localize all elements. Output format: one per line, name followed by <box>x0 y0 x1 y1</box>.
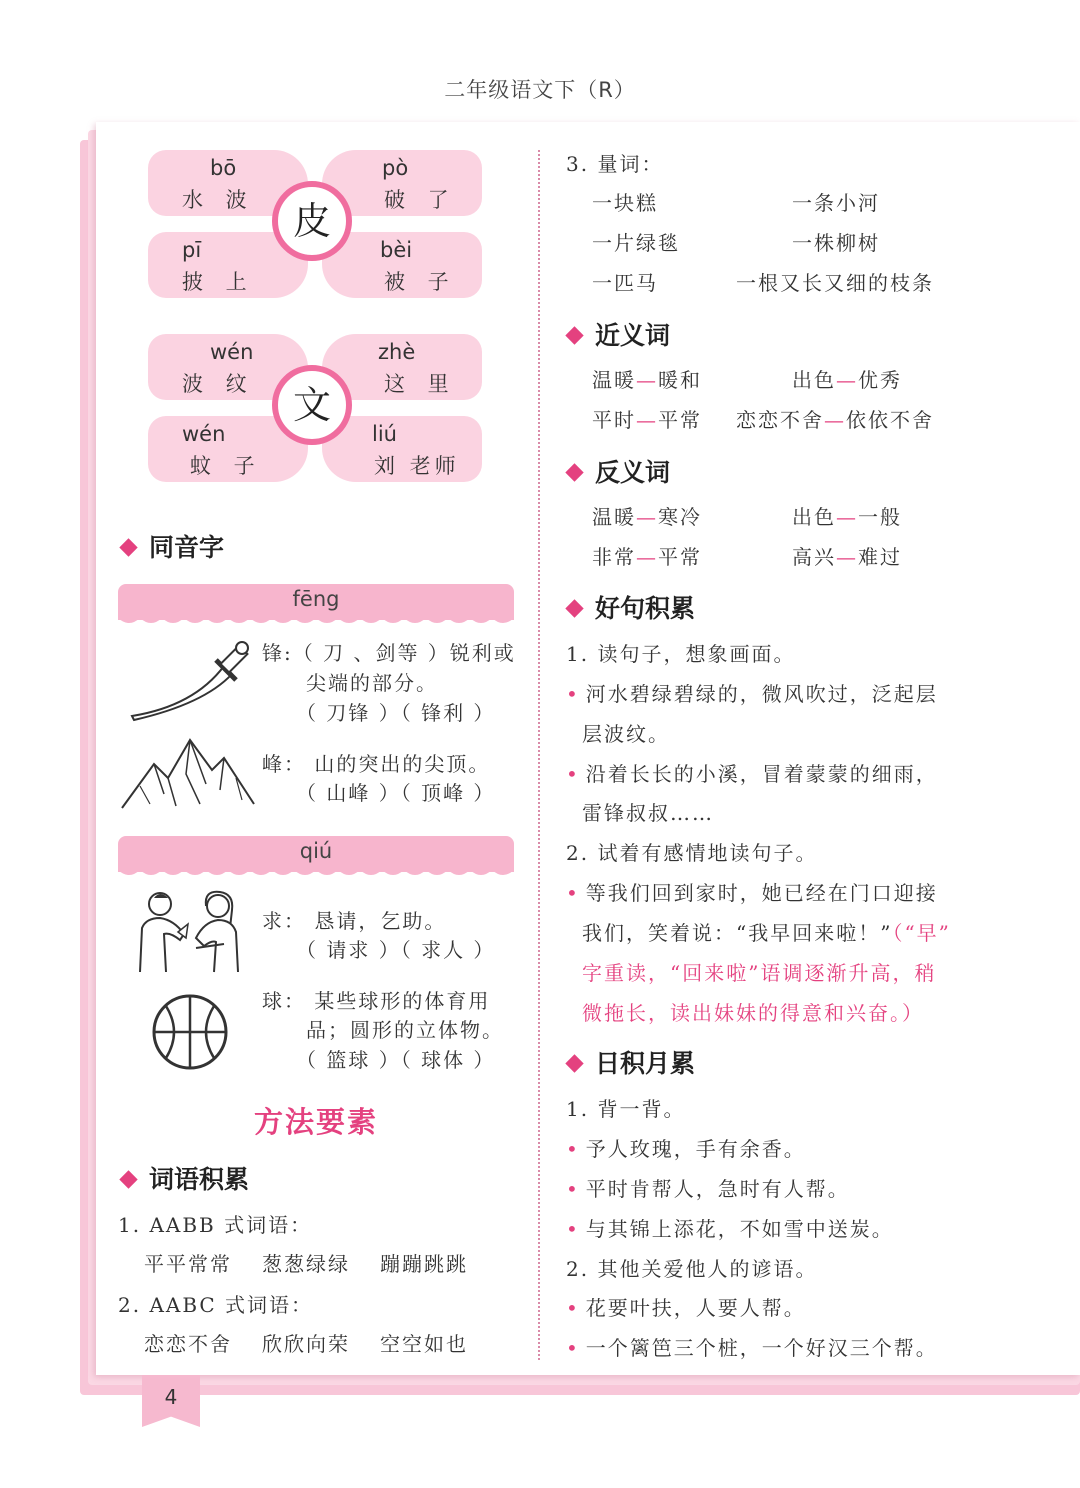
entry-feng1-line1: 锋:（ 刀 、剑等 ）锐利或 <box>262 641 516 665</box>
entry-qiu1-line1: 求： 恳请，乞助。 <box>262 909 447 933</box>
diamond-bullet-icon <box>565 326 583 344</box>
diamond-bullet-icon <box>565 1054 583 1072</box>
pinyin: wén <box>210 340 254 364</box>
aabc-word-1: 恋恋不舍 <box>144 1332 232 1356</box>
antonym-pair: 出色—一般 <box>792 505 902 529</box>
pinyin-band-feng <box>118 584 514 620</box>
diamond-bullet-icon <box>119 1170 137 1188</box>
sentence-bullet-2: • 沿着长长的小溪，冒着蒙蒙的细雨， <box>566 762 938 786</box>
pinyin: zhè <box>378 340 416 364</box>
measure-word: 一根又长又细的枝条 <box>736 271 934 295</box>
antonym-pair: 非常—平常 <box>592 545 702 569</box>
proverb: • 一个篱笆三个桩，一个好汉三个帮。 <box>566 1336 938 1360</box>
section-title-synonyms: 近义词 <box>564 316 670 352</box>
diamond-bullet-icon <box>119 538 137 556</box>
aabb-label: 1. AABB 式词语： <box>118 1213 313 1237</box>
sentence-bullet-3: • 等我们回到家时，她已经在门口迎接 <box>566 881 938 905</box>
section-title-antonyms: 反义词 <box>564 453 670 489</box>
measure-word: 一条小河 <box>792 191 880 215</box>
wave-edge <box>118 870 514 880</box>
sentence-bullet-2-cont: 雷锋叔叔…… <box>582 801 714 825</box>
entry-feng1-line3: （ 刀锋 ）（ 锋利 ） <box>296 701 496 725</box>
entry-feng2-line1: 峰： 山的突出的尖顶。 <box>262 752 491 776</box>
column-divider <box>538 150 540 1360</box>
section-title-sentences: 好句积累 <box>564 589 695 625</box>
method-title: 方法要素 <box>253 1105 378 1139</box>
mountain-icon <box>120 734 256 814</box>
entry-qiu2-line1: 球： 某些球形的体育用 <box>262 989 491 1013</box>
sentence-item-1: 1. 读句子，想象画面。 <box>566 642 796 666</box>
pinyin: liú <box>372 422 397 446</box>
pinyin: bō <box>210 156 237 180</box>
basketball-icon <box>150 992 230 1072</box>
word: 刘 老师 <box>374 454 460 478</box>
wave-edge <box>118 618 514 628</box>
measure-word: 一块糕 <box>592 191 658 215</box>
section-title-accumulate: 日积月累 <box>564 1044 695 1080</box>
page-number: 4 <box>164 1385 178 1409</box>
aabc-word-3: 空空如也 <box>380 1332 468 1356</box>
page-header: 二年级语文下（R） <box>444 78 636 102</box>
entry-qiu1-line2: （ 请求 ）（ 求人 ） <box>296 938 496 962</box>
entry-feng2-line2: （ 山峰 ）（ 顶峰 ） <box>296 781 496 805</box>
word: 这 里 <box>384 372 457 396</box>
proverb: • 花要叶扶，人要人帮。 <box>566 1296 806 1320</box>
sentence-item-2: 2. 试着有感情地读句子。 <box>566 841 818 865</box>
pinyin: pò <box>382 156 409 180</box>
synonym-pair: 温暖—暖和 <box>592 368 702 392</box>
aabb-word-2: 葱葱绿绿 <box>262 1252 350 1276</box>
entry-feng1-line2: 尖端的部分。 <box>306 671 438 695</box>
proverb: • 予人玫瑰，手有余香。 <box>566 1137 806 1161</box>
band-pinyin: qiú <box>299 839 333 863</box>
sentence-bullet-1: • 河水碧绿碧绿的，微风吹过，泛起层 <box>566 682 938 706</box>
proverb: • 与其锦上添花，不如雪中送炭。 <box>566 1217 894 1241</box>
center-character: 文 <box>272 365 352 445</box>
center-character: 皮 <box>272 181 352 261</box>
accumulate-item-2: 2. 其他关爱他人的谚语。 <box>566 1257 818 1281</box>
measure-word: 一匹马 <box>592 271 658 295</box>
sword-icon <box>124 636 254 722</box>
word: 蚊 子 <box>190 454 263 478</box>
entry-qiu2-line2: 品；圆形的立体物。 <box>306 1018 504 1042</box>
character-cluster-pi <box>148 150 484 300</box>
pinyin: wén <box>182 422 226 446</box>
accumulate-item-1: 1. 背一背。 <box>566 1097 686 1121</box>
antonym-pair: 高兴—难过 <box>792 545 902 569</box>
sentence-bullet-3-cont: 我们，笑着说：“我早回来啦！”（“早” <box>582 921 951 945</box>
word: 破 了 <box>384 188 457 212</box>
section-title-vocab: 词语积累 <box>118 1160 249 1196</box>
word: 水 波 <box>182 188 255 212</box>
measure-word: 一株柳树 <box>792 231 880 255</box>
entry-qiu2-line3: （ 篮球 ）（ 球体 ） <box>296 1048 496 1072</box>
band-pinyin: fēng <box>292 587 340 611</box>
word: 披 上 <box>182 270 255 294</box>
aabb-word-3: 蹦蹦跳跳 <box>380 1252 468 1276</box>
antonym-pair: 温暖—寒冷 <box>592 505 702 529</box>
diamond-bullet-icon <box>565 599 583 617</box>
pinyin: bèi <box>380 238 413 262</box>
synonym-pair: 恋恋不舍—依依不舍 <box>736 408 934 432</box>
aabb-word-1: 平平常常 <box>144 1252 232 1276</box>
reading-tip-line2: 微拖长，读出妹妹的得意和兴奋。） <box>582 1001 924 1025</box>
word: 被 子 <box>384 270 457 294</box>
word: 波 纹 <box>182 372 255 396</box>
people-begging-icon <box>134 888 246 976</box>
reading-tip-line1: 字重读，“回来啦”语调逐渐升高，稍 <box>582 961 937 985</box>
pinyin-band-qiu <box>118 836 514 872</box>
character-cluster-wen <box>148 334 484 484</box>
synonym-pair: 出色—优秀 <box>792 368 902 392</box>
pinyin: pī <box>182 238 202 262</box>
aabc-word-2: 欣欣向荣 <box>262 1332 350 1356</box>
synonym-pair: 平时—平常 <box>592 408 702 432</box>
proverb: • 平时肯帮人，急时有人帮。 <box>566 1177 850 1201</box>
measure-word: 一片绿毯 <box>592 231 680 255</box>
aabc-label: 2. AABC 式词语： <box>118 1293 314 1317</box>
measure-label: 3. 量词： <box>566 152 664 176</box>
section-title-homophones: 同音字 <box>118 528 224 564</box>
sentence-bullet-1-cont: 层波纹。 <box>582 722 670 746</box>
diamond-bullet-icon <box>565 463 583 481</box>
